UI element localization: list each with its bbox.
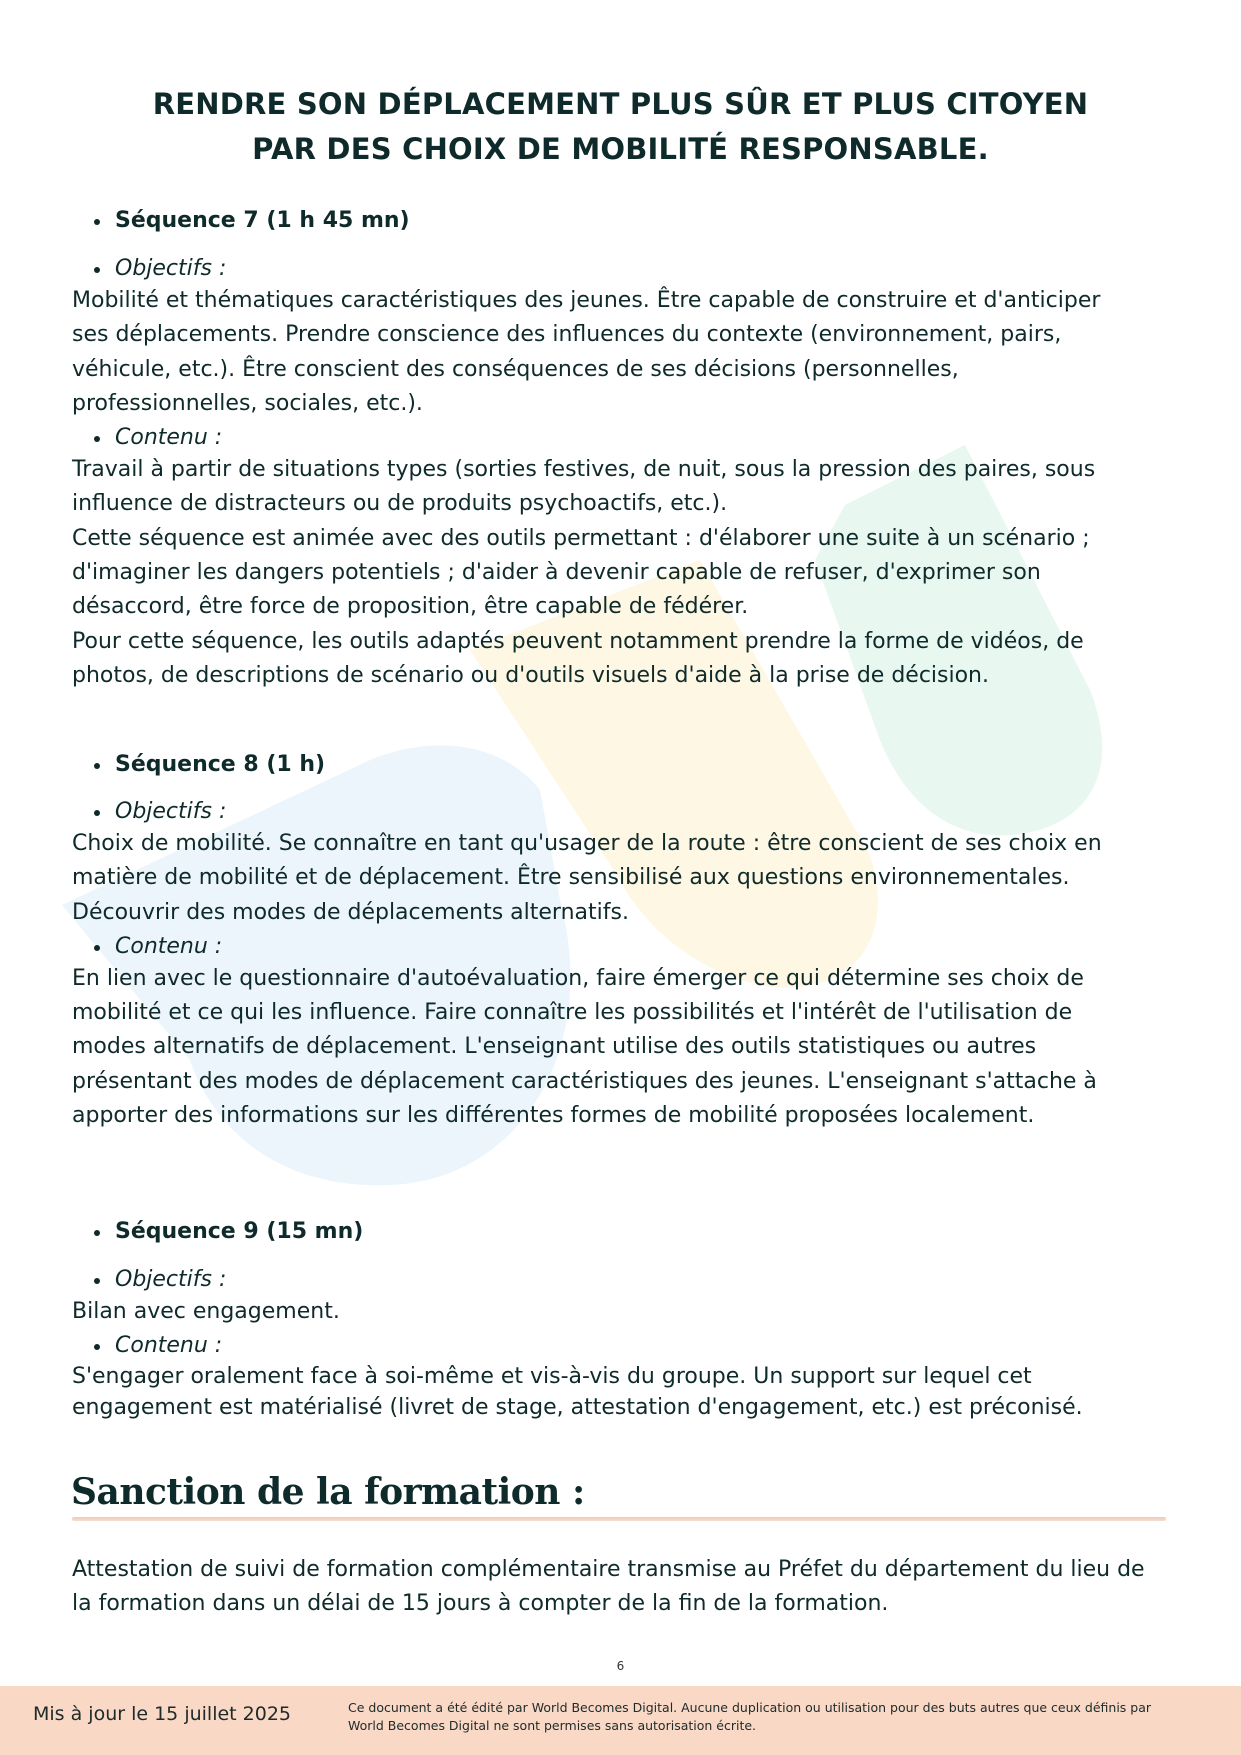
sequence-heading: Séquence 7 (1 h 45 mn) [72, 206, 1172, 236]
text-line: ses déplacements. Prendre conscience des influences du contexte (environnement, pairs, [72, 322, 1062, 348]
text-line: présentant des modes de déplacement caractéristiques des jeunes. L'enseignant s'attache à [72, 1068, 1097, 1094]
page-number: 6 [616, 1659, 625, 1673]
sequence-heading: Séquence 8 (1 h) [72, 750, 1172, 780]
text-line: véhicule, etc.). Être conscient des conséquences de ses décisions (personnelles, [72, 356, 959, 382]
objectifs-text [72, 827, 1172, 930]
sequence-heading: Séquence 9 (15 mn) [72, 1217, 1172, 1247]
footer-copyright-notice [348, 1699, 1218, 1735]
text-line: Pour cette séquence, les outils adaptés peuvent notamment prendre la forme de vidéos, de [72, 628, 1084, 654]
text-line: Travail à partir de situations types (sorties festives, de nuit, sous la pression des paires, sous [72, 457, 1096, 483]
heading-underline [72, 1517, 1166, 1521]
notice-line: World Becomes Digital ne sont permises sans autorisation écrite. [348, 1718, 757, 1733]
contenu-text [72, 453, 1172, 693]
title-line-2: PAR DES CHOIX DE MOBILITÉ RESPONSABLE. [252, 132, 989, 166]
text-line: Cette séquence est animée avec des outils permettant : d'élaborer une suite à un scénario ; [72, 525, 1090, 551]
contenu-label: Contenu : [72, 423, 1172, 453]
objectifs-label: Objectifs : [72, 797, 1172, 827]
objectifs-label: Objectifs : [72, 254, 1172, 284]
contenu-label: Contenu : [72, 932, 1172, 962]
title-line-1: RENDRE SON DÉPLACEMENT PLUS SÛR ET PLUS CITOYEN [152, 87, 1089, 121]
text-line: la formation dans un délai de 15 jours à compter de la fin de la formation. [72, 1591, 889, 1617]
notice-line: Ce document a été édité par World Becomes Digital. Aucune duplication ou utilisation pour des buts autres que ceux définis par [348, 1700, 1152, 1715]
contenu-text [72, 1361, 1172, 1423]
text-line: engagement est matérialisé (livret de stage, attestation d'engagement, etc.) est préconisé. [72, 1395, 1083, 1421]
text-line: Choix de mobilité. Se connaître en tant qu'usager de la route : être conscient de ses choix en [72, 831, 1102, 856]
sequence-8 [72, 750, 1172, 1133]
contenu-text [72, 962, 1172, 1133]
objectifs-label: Objectifs : [72, 1265, 1172, 1295]
objectifs-text [72, 1295, 1172, 1329]
contenu-label: Contenu : [72, 1331, 1172, 1361]
sequence-9 [72, 1217, 1172, 1423]
text-line: Attestation de suivi de formation complémentaire transmise au Préfet du département du lieu de [72, 1557, 1145, 1582]
page-title [0, 82, 1241, 172]
text-line: apporter des informations sur les différentes formes de mobilité proposées localement. [72, 1103, 1035, 1129]
text-line: Mobilité et thématiques caractéristiques des jeunes. Être capable de construire et d'anticiper [72, 288, 1101, 313]
text-line: photos, de descriptions de scénario ou d'outils visuels d'aide à la prise de décision. [72, 662, 989, 688]
objectifs-text [72, 284, 1172, 421]
text-line: professionnelles, sociales, etc.). [72, 390, 423, 416]
text-line: désaccord, être force de proposition, être capable de fédérer. [72, 594, 749, 620]
text-line: S'engager oralement face à soi-même et vis-à-vis du groupe. Un support sur lequel cet [72, 1364, 1032, 1390]
text-line: Bilan avec engagement. [72, 1299, 340, 1324]
text-line: Découvrir des modes de déplacements alternatifs. [72, 899, 629, 925]
text-line: d'imaginer les dangers potentiels ; d'aider à devenir capable de refuser, d'exprimer son [72, 560, 1041, 586]
text-line: matière de mobilité et de déplacement. Être sensibilisé aux questions environnementales. [72, 865, 1070, 891]
sanction-text [72, 1553, 1172, 1622]
footer-updated-date: Mis à jour le 15 juillet 2025 [33, 1703, 292, 1725]
text-line: mobilité et ce qui les influence. Faire connaître les possibilités et l'intérêt de l'utilisation de [72, 1000, 1073, 1026]
sequence-7 [72, 206, 1172, 693]
text-line: En lien avec le questionnaire d'autoévaluation, faire émerger ce qui détermine ses choix de [72, 965, 1084, 991]
text-line: influence de distracteurs ou de produits psychoactifs, etc.). [72, 491, 728, 517]
text-line: modes alternatifs de déplacement. L'enseignant utilise des outils statistiques ou autres [72, 1034, 1037, 1060]
page-footer [0, 1686, 1241, 1755]
section-heading-sanction: Sanction de la formation : [71, 1471, 585, 1513]
